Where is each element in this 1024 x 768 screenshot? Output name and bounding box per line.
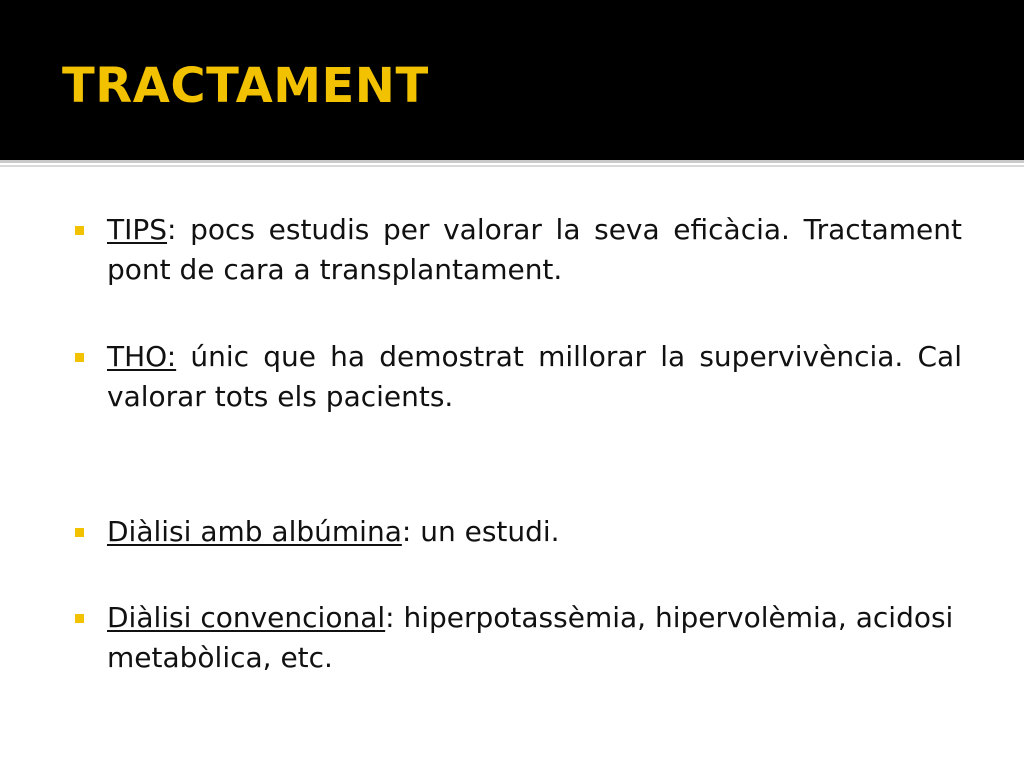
bullet-item [107, 210, 962, 290]
bullet-separator: : [401, 515, 412, 548]
square-bullet-icon [75, 528, 84, 537]
square-bullet-icon [75, 353, 84, 362]
bullet-text: hiperpotassèmia, hipervolèmia, acidosi metabòlica, etc. [107, 601, 954, 674]
bullet-term: THO: [107, 340, 177, 373]
bullet-term: Diàlisi convencional [107, 601, 386, 634]
square-bullet-icon [75, 226, 84, 235]
bullet-item [107, 512, 962, 552]
bullet-term: TIPS [107, 213, 168, 246]
bullet-text: únic que ha demostrat millorar la supervivència. Cal valorar tots els pacients. [107, 340, 962, 413]
bullet-text: pocs estudis per valorar la seva eficàcia. Tractament pont de cara a transplantament. [107, 213, 962, 286]
bullet-separator: : [167, 213, 177, 246]
square-bullet-icon [75, 614, 84, 623]
bullet-item [107, 337, 962, 417]
bullet-term: Diàlisi amb albúmina [107, 515, 402, 548]
bullet-separator: : [385, 601, 395, 634]
slide-title: TRACTAMENT [62, 58, 429, 114]
bullet-text: un estudi. [411, 515, 560, 548]
bullet-item [107, 598, 962, 678]
